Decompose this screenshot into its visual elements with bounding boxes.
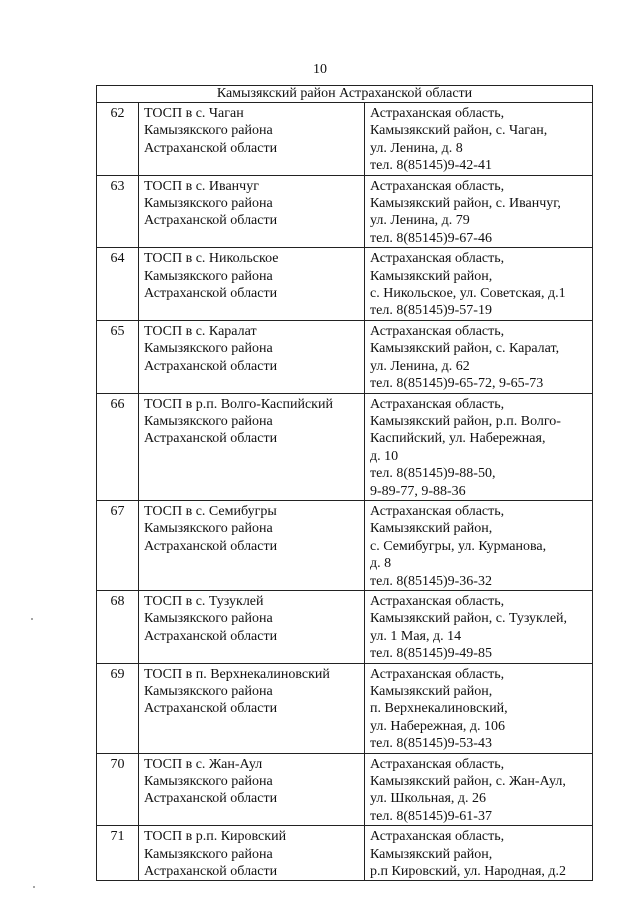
office-address-line: ул. 1 Мая, д. 14 [370,628,462,644]
region-header-row [97,86,593,103]
office-address-line: Астраханская область, [370,396,505,412]
office-address-line: Камызякский район, [370,846,493,862]
office-name-line: ТОСП в с. Чаган [144,106,244,121]
office-address-line: Камызякский район, с. Чаган, [370,123,548,139]
office-name-line: ТОСП в с. Семибугры [144,503,277,519]
office-name-line: ТОСП в р.п. Кировский [144,829,287,845]
office-address-cell [365,175,593,248]
office-name-cell [139,175,365,248]
office-address-line: тел. 8(85145)9-57-19 [370,303,492,319]
office-name-cell [139,103,365,176]
office-address-line: Астраханская область, [370,666,505,682]
office-name-line: Камызякского района [144,774,273,790]
office-address-line: 9-89-77, 9-88-36 [370,483,466,499]
office-name-line: Камызякского района [144,846,273,862]
table-row [97,248,593,321]
office-name-line: Камызякского района [144,196,273,212]
office-name-line: Астраханской области [144,701,278,717]
office-address-line: ул. Ленина, д. 8 [370,140,463,156]
office-address-line: ул. Ленина, д. 79 [370,213,470,229]
office-name-line: Камызякского района [144,268,273,284]
office-address-line: р.п Кировский, ул. Народная, д.2 [370,864,567,880]
office-name-cell [139,320,365,393]
table-row [97,663,593,753]
office-address-line: п. Верхнекалиновский, [370,701,508,717]
row-number: 62 [97,103,139,176]
margin-dot-left [31,618,33,620]
office-address-line: Астраханская область, [370,323,505,339]
office-address-cell [365,320,593,393]
office-name-line: Камызякского района [144,413,273,429]
region-header: Камызякский район Астраханской области [97,86,593,103]
office-address-line: Камызякский район, с. Жан-Аул, [370,774,566,790]
office-name-cell [139,663,365,753]
table-row [97,103,593,176]
office-address-line: Астраханская область, [370,106,505,121]
office-name-line: Астраханской области [144,358,278,374]
office-address-cell [365,393,593,500]
office-address-line: Астраханская область, [370,251,505,267]
table-row [97,826,593,881]
office-address-cell [365,590,593,663]
office-address-line: Камызякский район, [370,521,493,537]
row-number: 67 [97,500,139,590]
row-number: 71 [97,826,139,881]
office-address-cell [365,663,593,753]
margin-dot-bottom [33,886,35,888]
office-address-line: Астраханская область, [370,178,505,194]
row-number: 66 [97,393,139,500]
office-address-line: тел. 8(85145)9-36-32 [370,573,492,589]
table-row [97,320,593,393]
office-address-line: Камызякский район, с. Иванчуг, [370,196,561,212]
row-number: 69 [97,663,139,753]
row-number: 65 [97,320,139,393]
office-name-line: Камызякского района [144,684,273,699]
table-row [97,753,593,826]
office-address-line: Астраханская область, [370,756,505,772]
office-address-cell [365,826,593,881]
office-name-line: ТОСП в с. Каралат [144,323,257,339]
office-name-cell [139,753,365,826]
office-name-line: Астраханской области [144,286,278,302]
office-name-line: Астраханской области [144,628,278,644]
office-name-line: Астраханской области [144,791,278,807]
office-address-line: Камызякский район, с. Каралат, [370,341,560,357]
office-name-line: Астраханской области [144,213,278,229]
office-address-line: тел. 8(85145)9-53-43 [370,736,492,752]
table-row [97,175,593,248]
office-address-line: ул. Ленина, д. 62 [370,358,470,374]
office-address-line: Каспийский, ул. Набережная, [370,431,546,447]
office-address-cell [365,248,593,321]
office-name-line: ТОСП в с. Иванчуг [144,178,259,194]
office-address-line: Астраханская область, [370,829,505,845]
office-address-line: Астраханская область, [370,593,505,609]
row-number: 63 [97,175,139,248]
row-number: 64 [97,248,139,321]
office-address-line: Камызякский район, с. Тузуклей, [370,611,568,627]
office-name-line: Астраханской области [144,431,278,447]
office-address-cell [365,500,593,590]
office-address-line: Камызякский район, [370,684,493,699]
office-name-cell [139,393,365,500]
office-name-line: Камызякского района [144,521,273,537]
office-address-line: с. Никольское, ул. Советская, д.1 [370,286,566,302]
office-address-line: тел. 8(85145)9-65-72, 9-65-73 [370,376,544,392]
table-row [97,590,593,663]
row-number: 68 [97,590,139,663]
office-address-line: Камызякский район, [370,268,493,284]
row-number: 70 [97,753,139,826]
office-address-line: тел. 8(85145)9-61-37 [370,808,492,824]
office-address-line: с. Семибугры, ул. Курманова, [370,538,547,554]
office-address-line: тел. 8(85145)9-49-85 [370,646,492,662]
office-name-cell [139,248,365,321]
office-address-line: тел. 8(85145)9-67-46 [370,230,492,246]
page-number: 10 [313,62,327,77]
office-name-line: ТОСП в с. Никольское [144,251,279,267]
office-address-line: д. 10 [370,448,399,464]
office-name-cell [139,826,365,881]
office-address-line: Астраханская область, [370,503,505,519]
office-address-cell [365,103,593,176]
office-name-line: Камызякского района [144,341,273,357]
office-name-line: ТОСП в с. Тузуклей [144,593,264,609]
office-address-line: тел. 8(85145)9-88-50, [370,466,496,482]
office-name-line: ТОСП в р.п. Волго-Каспийский [144,396,333,412]
office-address-line: Камызякский район, р.п. Волго- [370,413,561,429]
table-row [97,393,593,500]
office-registry-table [96,85,593,881]
office-name-line: Астраханской области [144,538,278,554]
office-address-cell [365,753,593,826]
office-name-line: Астраханской области [144,140,278,156]
office-name-line: Камызякского района [144,123,273,139]
office-address-line: ул. Школьная, д. 26 [370,791,487,807]
office-name-line: Камызякского района [144,611,273,627]
office-address-line: ул. Набережная, д. 106 [370,718,506,734]
office-address-line: тел. 8(85145)9-42-41 [370,158,492,174]
office-name-cell [139,500,365,590]
office-address-line: д. 8 [370,556,392,572]
registry-body [97,103,593,881]
table-row [97,500,593,590]
office-name-line: ТОСП в с. Жан-Аул [144,756,263,772]
office-name-line: ТОСП в п. Верхнекалиновский [144,666,330,682]
office-name-cell [139,590,365,663]
office-name-line: Астраханской области [144,864,278,880]
